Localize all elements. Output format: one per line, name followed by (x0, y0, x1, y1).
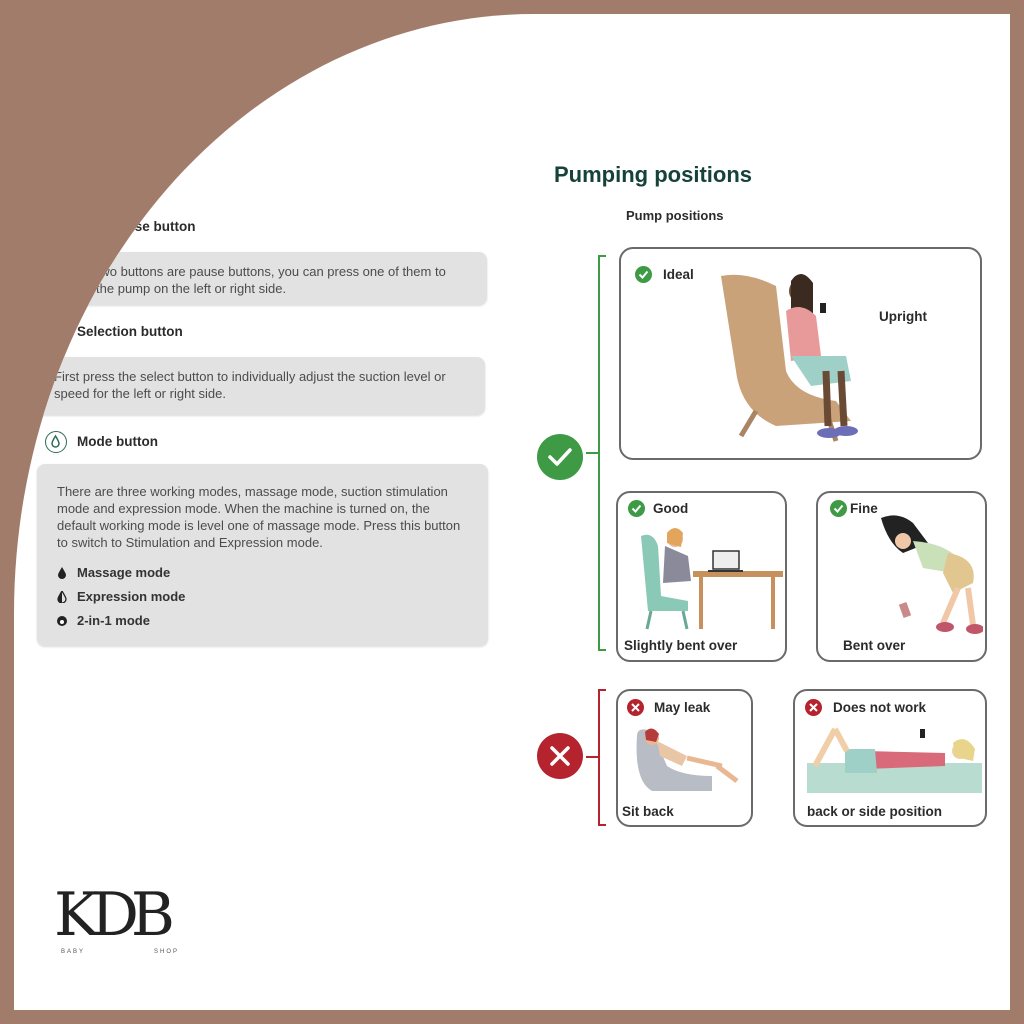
does-not-work-cross-icon (805, 699, 822, 716)
bent-over-caption: Bent over (843, 638, 906, 653)
ideal-check-icon (635, 266, 652, 283)
fine-label: Fine (850, 501, 878, 516)
pause-left-icon (41, 214, 67, 240)
good-panel (616, 491, 787, 662)
does-not-work-panel (793, 689, 987, 827)
pause-button-title: Pause button (110, 219, 196, 234)
sit-back-illustration (632, 726, 747, 796)
selection-description: First press the select button to individually adjust the suction level or speed for the left or right side. (34, 357, 485, 415)
good-check-icon (628, 500, 645, 517)
bent-over-illustration (873, 513, 983, 638)
ideal-panel (619, 247, 982, 460)
lying-down-illustration (805, 721, 985, 796)
slightly-bent-caption: Slightly bent over (624, 638, 738, 653)
does-not-work-label: Does not work (833, 700, 927, 715)
negative-bracket-tick (586, 756, 600, 758)
good-label: Good (653, 501, 689, 516)
may-leak-label: May leak (654, 700, 711, 715)
massage-mode-label: Massage mode (77, 565, 171, 580)
fine-check-icon (830, 500, 847, 517)
pause-right-icon (72, 214, 98, 240)
half-droplet-icon (56, 591, 68, 603)
expression-mode-label: Expression mode (77, 589, 186, 604)
may-leak-panel (616, 689, 753, 827)
pause-description: These two buttons are pause buttons, you can press one of them to pause the pump on the left or right side. (37, 252, 487, 305)
section-subtitle: Pump positions (626, 208, 724, 223)
logo-tagline-left: BABY (61, 949, 86, 955)
selection-icon (41, 319, 65, 343)
mode-icon (45, 431, 67, 453)
pause-left-number: 1 (51, 206, 56, 215)
logo-letters: KDB (54, 880, 168, 950)
kdb-logo (54, 880, 167, 950)
two-in-one-mode-label: 2-in-1 mode (77, 613, 150, 628)
ideal-label: Ideal (663, 267, 694, 282)
pause-right-number: 2 (84, 206, 89, 215)
positive-bracket-tick (586, 452, 600, 454)
upright-caption: Upright (879, 309, 927, 324)
droplet-icon (56, 567, 68, 579)
mode-button-title: Mode button (77, 434, 158, 449)
check-badge-icon (537, 434, 583, 480)
mode-description: There are three working modes, massage mode, suction stimulation mode and expression mode. When the machine is turned on, the default working mode is level one of massage mode. Press this button to switch to Stimulation and Expression mode. (57, 484, 461, 550)
page-title: Pumping positions (554, 162, 752, 187)
upright-illustration (716, 261, 896, 456)
slightly-bent-illustration (633, 521, 783, 631)
combined-droplet-icon (56, 615, 68, 627)
fine-panel (816, 491, 987, 662)
may-leak-cross-icon (627, 699, 644, 716)
cross-badge-icon (537, 733, 583, 779)
selection-button-title: Selection button (77, 324, 183, 339)
logo-tagline-right: SHOP (154, 949, 180, 955)
selection-icon-text: SEL (45, 326, 60, 333)
back-or-side-caption: back or side position (807, 804, 943, 819)
sit-back-caption: Sit back (622, 804, 674, 819)
content-card (14, 14, 1010, 1010)
